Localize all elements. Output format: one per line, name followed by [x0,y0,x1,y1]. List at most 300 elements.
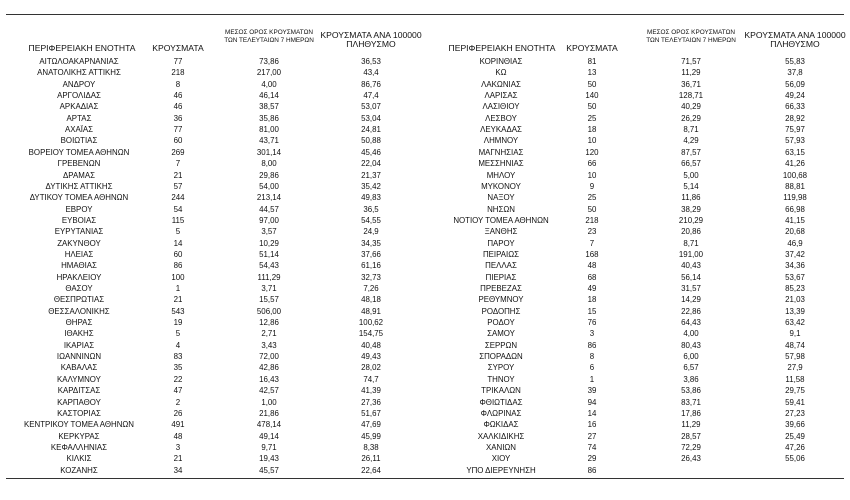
table-row [428,432,850,442]
cell-avg-7-days: 26,29 [681,113,701,123]
cell-avg-7-days: 11,29 [681,420,701,430]
table-row [428,125,850,135]
cell-avg-7-days: 217,00 [256,68,282,78]
cell-per-100k: 57,93 [785,136,805,146]
table-row [0,227,428,237]
table-row [428,80,850,90]
cell-per-100k: 27,9 [787,363,803,373]
cell-cases: 21 [173,454,183,464]
cell-region: ΚΑΣΤΟΡΙΑΣ [57,408,101,418]
cell-cases: 9 [589,181,595,191]
table-row [0,432,428,442]
cell-region: ΧΑΝΙΩΝ [485,442,516,452]
table-row [428,250,850,260]
cell-cases: 86 [173,261,183,271]
table-row [428,205,850,215]
cell-per-100k: 55,83 [785,57,805,66]
table-row [428,295,850,305]
cell-cases: 269 [171,147,185,157]
cell-region: ΙΚΑΡΙΑΣ [63,340,95,350]
cell-region: ΠΕΛΛΑΣ [485,261,517,271]
cell-per-100k: 13,39 [785,306,805,316]
header-region: ΠΕΡΙΦΕΡΕΙΑΚΗ ΕΝΟΤΗΤΑ [28,43,136,53]
cell-region: ΦΩΚΙΔΑΣ [483,420,519,430]
table-row [428,341,850,351]
table-row [0,250,428,260]
cell-region: ΚΙΛΚΙΣ [66,454,92,464]
table-row [0,375,428,385]
cell-region: ΡΕΘΥΜΝΟΥ [478,295,524,305]
cell-per-100k: 28,92 [785,113,805,123]
table-row [0,284,428,294]
cell-cases: 244 [171,193,185,203]
cell-region: ΕΥΡΥΤΑΝΙΑΣ [54,227,104,237]
table-row [428,102,850,112]
cell-avg-7-days: 19,43 [259,454,279,464]
cell-avg-7-days: 40,29 [681,102,701,112]
cell-cases: 50 [587,102,597,112]
table-row [428,454,850,464]
cell-cases: 54 [173,204,183,214]
cell-cases: 50 [587,204,597,214]
header-region: ΠΕΡΙΦΕΡΕΙΑΚΗ ΕΝΟΤΗΤΑ [448,43,556,53]
cell-avg-7-days: 53,86 [681,386,701,396]
cell-per-100k: 45,46 [361,147,381,157]
cell-region: ΠΡΕΒΕΖΑΣ [480,284,522,293]
table-row [0,57,428,67]
table-row [0,205,428,215]
cell-cases: 22 [173,374,183,384]
cell-avg-7-days: 22,86 [681,306,701,316]
cell-cases: 18 [587,295,597,305]
table-row [428,466,850,476]
cell-cases: 8 [175,79,181,89]
cell-region: ΛΑΚΩΝΙΑΣ [481,79,521,89]
cell-per-100k: 24,81 [361,125,381,135]
cell-region: ΠΕΙΡΑΙΩΣ [482,249,520,259]
table-row [428,159,850,169]
header-avg-line1: ΜΕΣΟΣ ΟΡΟΣ ΚΡΟΥΣΜΑΤΩΝ [647,29,735,36]
cell-cases: 21 [173,170,183,180]
cell-per-100k: 43,4 [363,68,379,78]
cell-avg-7-days: 478,14 [256,420,282,430]
cell-per-100k: 29,75 [785,386,805,396]
table-row [428,136,850,146]
cell-cases: 8 [589,352,595,362]
cell-cases: 60 [173,136,183,146]
cell-avg-7-days: 72,29 [681,442,701,452]
table-row [428,329,850,339]
cell-per-100k: 49,83 [361,193,381,203]
cell-avg-7-days: 83,71 [681,397,701,407]
table-row [428,273,850,283]
cell-avg-7-days: 36,71 [681,79,701,89]
cell-region: ΚΟΖΑΝΗΣ [60,465,98,475]
cell-cases: 35 [173,363,183,373]
cell-avg-7-days: 506,00 [256,306,282,316]
cell-avg-7-days: 66,57 [681,159,701,169]
cell-per-100k: 54,55 [361,215,381,225]
header-cases: ΚΡΟΥΣΜΑΤΑ [566,43,618,53]
cell-region: ΘΕΣΣΑΛΟΝΙΚΗΣ [48,306,110,316]
cell-avg-7-days: 16,43 [259,374,279,384]
cell-region: ΦΘΙΩΤΙΔΑΣ [479,397,523,407]
cell-avg-7-days: 6,57 [683,363,699,373]
table-row [428,114,850,124]
cell-region: ΓΡΕΒΕΝΩΝ [57,159,101,169]
cell-region: ΛΑΡΙΣΑΣ [484,91,518,101]
cell-avg-7-days: 128,71 [678,91,704,101]
cell-region: ΘΗΡΑΣ [65,318,93,328]
cell-cases: 68 [587,272,597,282]
cell-avg-7-days: 11,29 [681,68,701,78]
cell-avg-7-days: 2,71 [261,329,277,339]
cell-avg-7-days: 11,86 [681,193,701,203]
table-row [428,216,850,226]
cell-per-100k: 41,26 [785,159,805,169]
cell-cases: 49 [587,284,597,293]
cell-cases: 25 [587,113,597,123]
table-row [428,420,850,430]
table-row [428,386,850,396]
table-row [0,273,428,283]
table-row [0,307,428,317]
cell-per-100k: 11,58 [785,374,805,384]
cell-cases: 48 [173,431,183,441]
cell-region: ΑΡΚΑΔΙΑΣ [59,102,99,112]
cell-avg-7-days: 87,57 [681,147,701,157]
cell-cases: 6 [589,363,595,373]
cell-avg-7-days: 6,00 [683,352,699,362]
table-row [428,171,850,181]
cell-cases: 10 [587,170,597,180]
cell-cases: 5 [175,329,181,339]
cell-region: ΚΩ [495,68,507,78]
table-row [0,159,428,169]
cell-region: ΥΠΟ ΔΙΕΡΕΥΝΗΣΗ [466,465,536,475]
cell-avg-7-days: 38,57 [259,102,279,112]
cell-avg-7-days: 73,86 [259,57,279,66]
cell-region: ΝΑΞΟΥ [487,193,515,203]
cell-region: ΑΝΔΡΟΥ [62,79,96,89]
cell-avg-7-days: 81,00 [259,125,279,135]
table-row [428,307,850,317]
cell-avg-7-days: 8,00 [261,159,277,169]
table-row [428,193,850,203]
cell-cases: 86 [587,340,597,350]
cell-region: ΗΜΑΘΙΑΣ [61,261,97,271]
table-row [428,284,850,294]
cell-per-100k: 8,38 [363,442,379,452]
header-avg [218,29,320,45]
cell-per-100k: 21,37 [361,170,381,180]
cell-per-100k: 20,68 [785,227,805,237]
cell-region: ΜΗΛΟΥ [486,170,516,180]
cell-region: ΜΑΓΝΗΣΙΑΣ [478,147,524,157]
header-per100k [744,31,846,49]
cell-region: ΚΑΡΠΑΘΟΥ [57,397,101,407]
cell-region: ΛΕΥΚΑΔΑΣ [480,125,522,135]
cell-per-100k: 28,02 [361,363,381,373]
cell-avg-7-days: 71,57 [681,57,701,66]
cell-avg-7-days: 54,43 [259,261,279,271]
header-avg-line2: ΤΩΝ ΤΕΛΕΥΤΑΙΩΝ 7 ΗΜΕΡΩΝ [646,37,736,44]
cell-per-100k: 37,8 [787,68,803,78]
cell-cases: 46 [173,102,183,112]
cell-per-100k: 154,75 [358,329,384,339]
table-row [0,91,428,101]
cell-cases: 60 [173,249,183,259]
cell-per-100k: 22,64 [361,465,381,475]
cell-per-100k: 40,48 [361,340,381,350]
cell-per-100k: 63,42 [785,318,805,328]
cell-cases: 94 [587,397,597,407]
cell-cases: 218 [171,68,185,78]
cell-cases: 25 [587,193,597,203]
cell-region: ΖΑΚΥΝΘΟΥ [57,238,101,248]
cell-cases: 3 [589,329,595,339]
table-row [0,171,428,181]
cell-region: ΜΥΚΟΝΟΥ [481,181,521,191]
cell-per-100k: 48,74 [785,340,805,350]
cell-avg-7-days: 15,57 [259,295,279,305]
cell-region: ΙΘΑΚΗΣ [64,329,94,339]
cell-cases: 115 [171,215,185,225]
cell-avg-7-days: 9,71 [261,442,277,452]
cell-per-100k: 63,15 [785,147,805,157]
cell-avg-7-days: 111,29 [257,272,281,282]
cell-avg-7-days: 40,43 [681,261,701,271]
cell-cases: 29 [587,454,597,464]
cell-per-100k: 47,26 [785,442,805,452]
cell-per-100k: 36,5 [363,204,379,214]
cell-region: ΣΑΜΟΥ [487,329,515,339]
table-row [0,239,428,249]
table-row [0,68,428,78]
cell-avg-7-days: 26,43 [681,454,701,464]
cell-region: ΕΒΡΟΥ [65,204,93,214]
table-row [428,363,850,373]
cell-region: ΚΕΝΤΡΙΚΟΥ ΤΟΜΕΑ ΑΘΗΝΩΝ [23,420,135,430]
cell-cases: 15 [587,306,597,316]
cell-region: ΔΡΑΜΑΣ [63,170,95,180]
cell-avg-7-days: 45,57 [259,465,279,475]
cell-region: ΚΑΒΑΛΑΣ [60,363,98,373]
cell-region: ΧΙΟΥ [491,454,511,464]
cell-region: ΙΩΑΝΝΙΝΩΝ [56,352,102,362]
cell-region: ΝΗΣΩΝ [487,204,515,214]
header-per100k-line1: ΚΡΟΥΣΜΑΤΑ ΑΝΑ 100000 [320,30,422,40]
cell-cases: 543 [171,306,185,316]
cell-cases: 66 [587,159,597,169]
table-row [0,148,428,158]
table-row [0,454,428,464]
cell-per-100k: 66,98 [785,204,805,214]
top-rule [6,14,844,15]
cell-per-100k: 59,41 [785,397,805,407]
cell-per-100k: 26,11 [361,454,381,464]
header-per100k-line2: ΠΛΗΘΥΣΜΟ [346,39,396,49]
cell-per-100k: 56,09 [785,79,805,89]
cell-per-100k: 21,03 [785,295,805,305]
table-row [428,261,850,271]
table-row [0,216,428,226]
cell-cases: 7 [589,238,595,248]
table-row [0,409,428,419]
cell-cases: 76 [587,318,597,328]
cell-region: ΘΕΣΠΡΩΤΙΑΣ [53,295,105,305]
cell-avg-7-days: 97,00 [259,215,279,225]
table-row [0,318,428,328]
cell-per-100k: 41,15 [785,215,805,225]
cell-avg-7-days: 8,71 [683,238,699,248]
cell-avg-7-days: 28,57 [681,431,701,441]
cell-avg-7-days: 43,71 [259,136,279,146]
table-row [428,409,850,419]
cell-per-100k: 57,98 [785,352,805,362]
cell-per-100k: 86,76 [361,79,381,89]
cell-avg-7-days: 10,29 [259,238,279,248]
cell-per-100k: 74,7 [363,374,379,384]
table-row [0,386,428,396]
cell-region: ΛΕΣΒΟΥ [485,113,517,123]
cell-avg-7-days: 1,00 [261,397,277,407]
cell-region: ΛΗΜΝΟΥ [483,136,519,146]
cell-region: ΔΥΤΙΚΟΥ ΤΟΜΕΑ ΑΘΗΝΩΝ [29,193,129,203]
cell-region: ΠΑΡΟΥ [487,238,515,248]
table-row [0,261,428,271]
cell-avg-7-days: 12,86 [259,318,279,328]
cell-cases: 46 [173,91,183,101]
cell-avg-7-days: 44,57 [259,204,279,214]
cell-avg-7-days: 4,00 [261,79,277,89]
cell-per-100k: 37,66 [361,249,381,259]
cell-per-100k: 48,18 [361,295,381,305]
table-row [0,398,428,408]
cell-region: ΑΝΑΤΟΛΙΚΗΣ ΑΤΤΙΚΗΣ [37,68,121,78]
cell-avg-7-days: 3,57 [261,227,277,237]
header-avg [640,29,742,45]
cell-cases: 39 [587,386,597,396]
cell-region: ΚΕΡΚΥΡΑΣ [58,431,100,441]
table-row [428,91,850,101]
cell-avg-7-days: 42,57 [259,386,279,396]
bottom-rule [6,478,844,479]
header-per100k-line1: ΚΡΟΥΣΜΑΤΑ ΑΝΑ 100000 [744,30,846,40]
table-row [428,352,850,362]
cell-cases: 491 [171,420,185,430]
cell-per-100k: 49,43 [361,352,381,362]
cell-avg-7-days: 38,29 [681,204,701,214]
table-row [428,318,850,328]
table-row [428,57,850,67]
cell-region: ΑΡΓΟΛΙΔΑΣ [57,91,101,101]
table-row [0,193,428,203]
cell-avg-7-days: 80,43 [681,340,701,350]
cell-per-100k: 51,67 [361,408,381,418]
cell-cases: 77 [173,57,183,66]
cell-cases: 140 [585,91,599,101]
cell-region: ΧΑΛΚΙΔΙΚΗΣ [477,431,525,441]
cell-per-100k: 53,67 [785,272,805,282]
cell-avg-7-days: 210,29 [678,215,704,225]
header-per100k [320,31,422,49]
cell-avg-7-days: 42,86 [259,363,279,373]
cell-per-100k: 37,42 [785,249,805,259]
table-row [0,114,428,124]
cell-per-100k: 46,9 [787,238,803,248]
cell-per-100k: 22,04 [361,159,381,169]
cell-per-100k: 66,33 [785,102,805,112]
cell-avg-7-days: 4,00 [683,329,699,339]
cell-avg-7-days: 72,00 [259,352,279,362]
table-row [428,182,850,192]
cell-cases: 21 [173,295,183,305]
cell-region: ΦΛΩΡΙΝΑΣ [480,408,522,418]
table-row [0,80,428,90]
cell-per-100k: 119,98 [783,193,807,203]
header-avg-line1: ΜΕΣΟΣ ΟΡΟΣ ΚΡΟΥΣΜΑΤΩΝ [225,29,313,36]
cell-per-100k: 49,24 [785,91,805,101]
cell-per-100k: 48,91 [361,306,381,316]
cell-per-100k: 85,23 [785,284,805,293]
cell-cases: 36 [173,113,183,123]
cell-cases: 83 [173,352,183,362]
cell-cases: 13 [587,68,597,78]
cell-region: ΘΑΣΟΥ [65,284,93,293]
cell-region: ΚΑΡΔΙΤΣΑΣ [57,386,101,396]
cell-region: ΕΥΒΟΙΑΣ [61,215,97,225]
cell-avg-7-days: 5,14 [683,181,699,191]
cell-region: ΣΕΡΡΩΝ [484,340,518,350]
cell-cases: 1 [589,374,595,384]
cell-avg-7-days: 35,86 [259,113,279,123]
cell-cases: 2 [175,397,181,407]
cell-cases: 81 [587,57,597,66]
cell-region: ΚΕΦΑΛΛΗΝΙΑΣ [50,442,108,452]
cell-cases: 26 [173,408,183,418]
table-row [428,375,850,385]
cell-per-100k: 53,04 [361,113,381,123]
cell-per-100k: 34,35 [361,238,381,248]
cell-region: ΠΙΕΡΙΑΣ [485,272,517,282]
cell-region: ΤΗΝΟΥ [487,374,515,384]
cell-cases: 23 [587,227,597,237]
table-row [0,420,428,430]
cell-per-100k: 9,1 [789,329,801,339]
table-row [0,466,428,476]
cell-region: ΣΠΟΡΑΔΩΝ [479,352,523,362]
cell-per-100k: 34,36 [785,261,805,271]
cell-per-100k: 45,99 [361,431,381,441]
cell-avg-7-days: 5,00 [683,170,699,180]
cell-avg-7-days: 21,86 [259,408,279,418]
cell-cases: 3 [175,442,181,452]
cell-avg-7-days: 191,00 [678,249,704,259]
cell-region: ΒΟΡΕΙΟΥ ΤΟΜΕΑ ΑΘΗΝΩΝ [28,147,130,157]
cell-cases: 4 [175,340,181,350]
table-row [428,148,850,158]
cell-region: ΔΥΤΙΚΗΣ ΑΤΤΙΚΗΣ [45,181,113,191]
cell-cases: 100 [171,272,185,282]
cell-cases: 27 [587,431,597,441]
cell-avg-7-days: 301,14 [256,147,282,157]
cell-avg-7-days: 4,29 [683,136,699,146]
table-row [0,295,428,305]
cell-per-100k: 61,16 [361,261,381,271]
cell-per-100k: 39,66 [785,420,805,430]
cell-per-100k: 27,36 [361,397,381,407]
